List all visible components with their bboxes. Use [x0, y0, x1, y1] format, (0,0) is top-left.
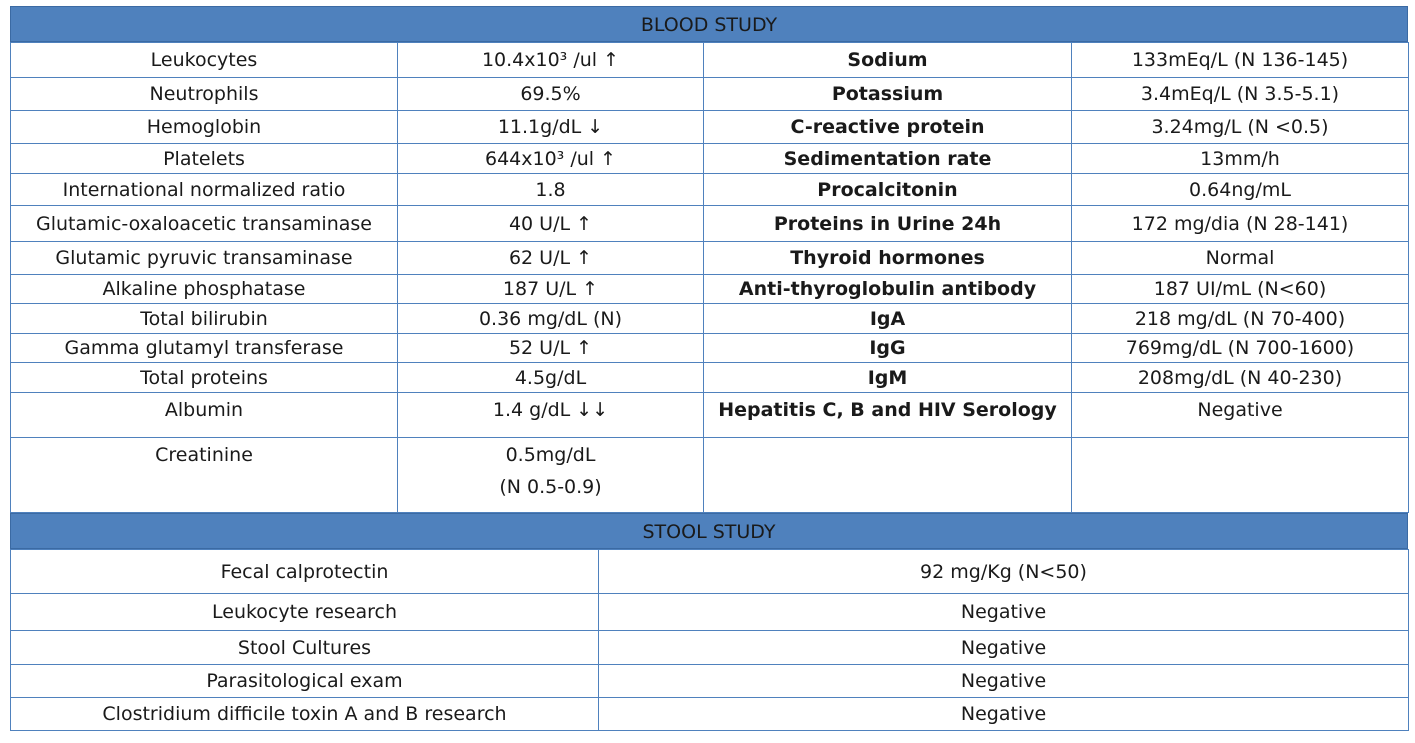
table-row: [11, 144, 1409, 174]
test-value: 769mg/dL (N 700-1600): [1072, 334, 1409, 363]
stool-study-table: [10, 549, 1409, 731]
test-value: 40 U/L ↑: [398, 206, 704, 242]
test-value: 1.4 g/dL ↓↓: [398, 393, 704, 438]
test-name: Total bilirubin: [11, 304, 398, 334]
blood-study-table: [10, 42, 1409, 513]
test-value: [1072, 438, 1409, 513]
test-value: Negative: [599, 594, 1409, 631]
table-row: [11, 242, 1409, 275]
table-row: [11, 550, 1409, 594]
test-value: 10.4x10³ /ul ↑: [398, 43, 704, 78]
test-name: Neutrophils: [11, 78, 398, 111]
test-value: 0.36 mg/dL (N): [398, 304, 704, 334]
table-row: [11, 304, 1409, 334]
test-name: Sodium: [704, 43, 1072, 78]
test-value: 1.8: [398, 174, 704, 206]
test-name: Proteins in Urine 24h: [704, 206, 1072, 242]
blood-study-header: BLOOD STUDY: [10, 6, 1408, 42]
table-row: [11, 43, 1409, 78]
table-row: [11, 78, 1409, 111]
test-name: Glutamic pyruvic transaminase: [11, 242, 398, 275]
table-row: [11, 438, 1409, 513]
table-row: [11, 334, 1409, 363]
test-name: Thyroid hormones: [704, 242, 1072, 275]
table-row: [11, 363, 1409, 393]
test-value: 133mEq/L (N 136-145): [1072, 43, 1409, 78]
test-name: Potassium: [704, 78, 1072, 111]
test-value-line2: (N 0.5-0.9): [499, 476, 602, 498]
test-name: C-reactive protein: [704, 111, 1072, 144]
table-row: [11, 698, 1409, 731]
test-value: 0.64ng/mL: [1072, 174, 1409, 206]
test-name: IgA: [704, 304, 1072, 334]
table-row: [11, 631, 1409, 665]
test-name: IgM: [704, 363, 1072, 393]
test-value: 172 mg/dia (N 28-141): [1072, 206, 1409, 242]
test-name: Creatinine: [11, 438, 398, 513]
table-row: [11, 174, 1409, 206]
test-value: 644x10³ /ul ↑: [398, 144, 704, 174]
test-value: Normal: [1072, 242, 1409, 275]
test-value: 13mm/h: [1072, 144, 1409, 174]
test-value: 62 U/L ↑: [398, 242, 704, 275]
test-name: Anti-thyroglobulin antibody: [704, 275, 1072, 304]
test-name: Fecal calprotectin: [11, 550, 599, 594]
test-name: IgG: [704, 334, 1072, 363]
test-value: 52 U/L ↑: [398, 334, 704, 363]
test-name: Clostridium difficile toxin A and B research: [11, 698, 599, 731]
test-name: Glutamic-oxaloacetic transaminase: [11, 206, 398, 242]
test-name: Gamma glutamyl transferase: [11, 334, 398, 363]
test-name: Albumin: [11, 393, 398, 438]
test-name: Leukocytes: [11, 43, 398, 78]
test-name: [704, 438, 1072, 513]
test-value: 92 mg/Kg (N<50): [599, 550, 1409, 594]
table-row: [11, 111, 1409, 144]
table-row: [11, 594, 1409, 631]
test-name: Hepatitis C, B and HIV Serology: [704, 393, 1072, 438]
table-row: [11, 275, 1409, 304]
test-value: Negative: [599, 665, 1409, 698]
test-name: Stool Cultures: [11, 631, 599, 665]
test-name: Total proteins: [11, 363, 398, 393]
test-value: 218 mg/dL (N 70-400): [1072, 304, 1409, 334]
test-name: International normalized ratio: [11, 174, 398, 206]
test-value: 208mg/dL (N 40-230): [1072, 363, 1409, 393]
test-name: Platelets: [11, 144, 398, 174]
test-name: Sedimentation rate: [704, 144, 1072, 174]
test-value: Negative: [599, 631, 1409, 665]
table-row: [11, 665, 1409, 698]
test-name: Parasitological exam: [11, 665, 599, 698]
test-value: 3.4mEq/L (N 3.5-5.1): [1072, 78, 1409, 111]
test-name: Leukocyte research: [11, 594, 599, 631]
test-value: 11.1g/dL ↓: [398, 111, 704, 144]
test-value: Negative: [1072, 393, 1409, 438]
test-value: 4.5g/dL: [398, 363, 704, 393]
test-value: 187 U/L ↑: [398, 275, 704, 304]
test-value: 69.5%: [398, 78, 704, 111]
table-row: [11, 206, 1409, 242]
test-name: Hemoglobin: [11, 111, 398, 144]
stool-study-header: STOOL STUDY: [10, 513, 1408, 549]
test-name: Alkaline phosphatase: [11, 275, 398, 304]
test-value: [398, 438, 704, 513]
test-value: 187 UI/mL (N<60): [1072, 275, 1409, 304]
test-value-line1: 0.5mg/dL: [505, 444, 596, 466]
test-value: Negative: [599, 698, 1409, 731]
table-row: [11, 393, 1409, 438]
test-value: 3.24mg/L (N <0.5): [1072, 111, 1409, 144]
test-name: Procalcitonin: [704, 174, 1072, 206]
lab-results: [10, 6, 1408, 731]
